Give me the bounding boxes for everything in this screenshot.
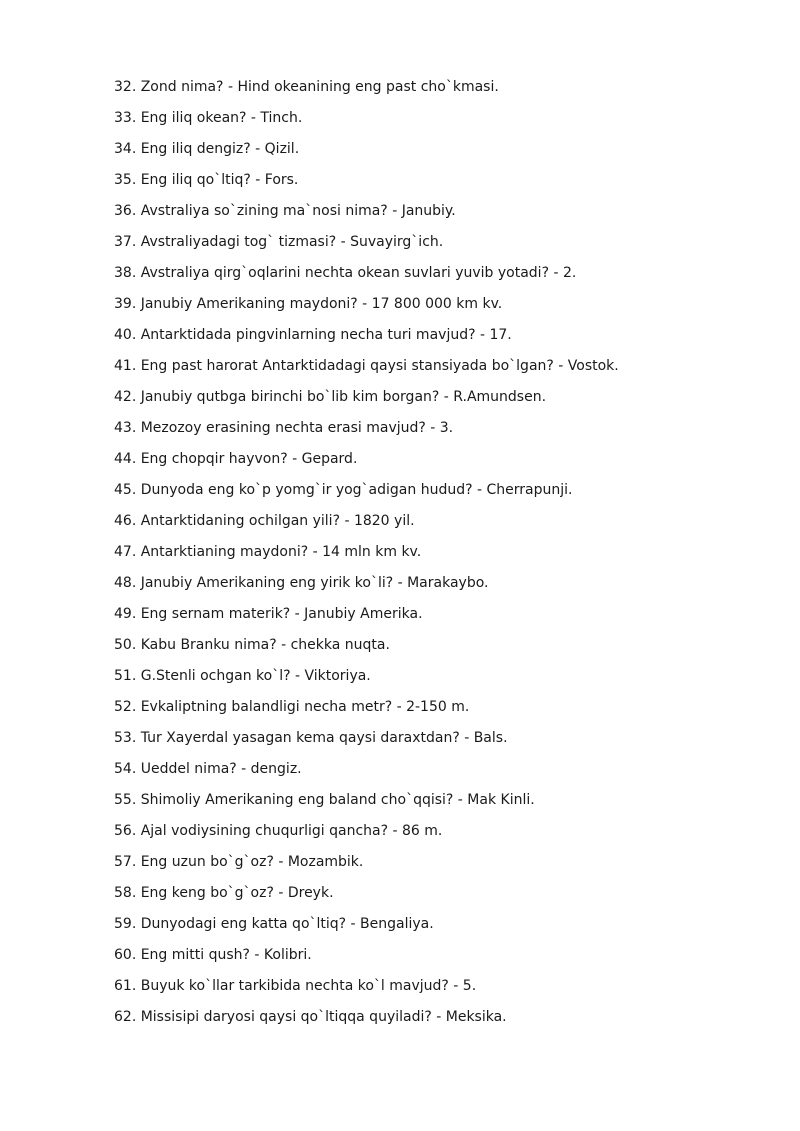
question-answer-item: 59. Dunyodagi eng katta qo`ltiq? - Bengaliya. — [114, 916, 434, 933]
question-answer-item: 52. Evkaliptning balandligi necha metr? - 2-150 m. — [114, 699, 470, 716]
question-answer-item: 32. Zond nima? - Hind okeanining eng past cho`kmasi. — [114, 79, 499, 95]
question-answer-item: 54. Ueddel nima? - dengiz. — [114, 761, 302, 778]
question-answer-list — [114, 75, 774, 1036]
question-answer-item: 57. Eng uzun bo`g`oz? - Mozambik. — [114, 854, 364, 871]
question-answer-item: 49. Eng sernam materik? - Janubiy Amerika. — [114, 606, 423, 623]
question-answer-item: 40. Antarktidada pingvinlarning necha turi mavjud? - 17. — [114, 327, 512, 344]
question-answer-item: 45. Dunyoda eng ko`p yomg`ir yog`adigan hudud? - Cherrapunji. — [114, 482, 573, 499]
question-answer-item: 47. Antarktianing maydoni? - 14 mln km kv. — [114, 544, 422, 561]
question-answer-item: 43. Mezozoy erasining nechta erasi mavjud? - 3. — [114, 420, 454, 437]
question-answer-item: 61. Buyuk ko`llar tarkibida nechta ko`l mavjud? - 5. — [114, 978, 477, 995]
question-answer-item: 38. Avstraliya qirg`oqlarini nechta okean suvlari yuvib yotadi? - 2. — [114, 265, 577, 282]
question-answer-item: 50. Kabu Branku nima? - chekka nuqta. — [114, 637, 390, 654]
question-answer-item: 48. Janubiy Amerikaning eng yirik ko`li? - Marakaybo. — [114, 575, 489, 592]
question-answer-item: 37. Avstraliyadagi tog` tizmasi? - Suvayirg`ich. — [114, 234, 444, 251]
question-answer-item: 39. Janubiy Amerikaning maydoni? - 17 800 000 km kv. — [114, 296, 503, 313]
question-answer-item: 51. G.Stenli ochgan ko`l? - Viktoriya. — [114, 668, 371, 685]
question-answer-item: 55. Shimoliy Amerikaning eng baland cho`qqisi? - Mak Kinli. — [114, 792, 535, 809]
question-answer-item: 56. Ajal vodiysining chuqurligi qancha? - 86 m. — [114, 823, 443, 840]
question-answer-item: 33. Eng iliq okean? - Tinch. — [114, 110, 303, 127]
question-answer-item: 36. Avstraliya so`zining ma`nosi nima? - Janubiy. — [114, 203, 456, 220]
question-answer-item: 60. Eng mitti qush? - Kolibri. — [114, 947, 312, 964]
question-answer-item: 34. Eng iliq dengiz? - Qizil. — [114, 141, 300, 158]
question-answer-item: 42. Janubiy qutbga birinchi bo`lib kim borgan? - R.Amundsen. — [114, 389, 547, 406]
question-answer-item: 35. Eng iliq qo`ltiq? - Fors. — [114, 172, 299, 189]
question-answer-item: 46. Antarktidaning ochilgan yili? - 1820 yil. — [114, 513, 415, 530]
question-answer-item: 44. Eng chopqir hayvon? - Gepard. — [114, 451, 358, 468]
question-answer-item: 58. Eng keng bo`g`oz? - Dreyk. — [114, 885, 334, 902]
question-answer-item: 41. Eng past harorat Antarktidadagi qaysi stansiyada bo`lgan? - Vostok. — [114, 358, 619, 375]
question-answer-item: 53. Tur Xayerdal yasagan kema qaysi daraxtdan? - Bals. — [114, 730, 508, 747]
question-answer-item: 62. Missisipi daryosi qaysi qo`ltiqqa quyiladi? - Meksika. — [114, 1009, 507, 1026]
